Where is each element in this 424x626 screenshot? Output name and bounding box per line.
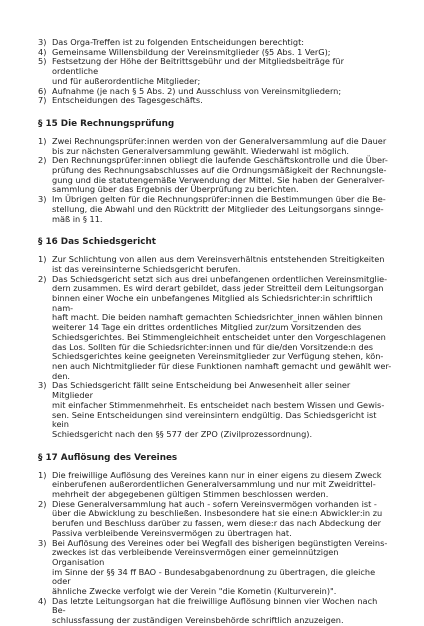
item-text: Im Übrigen gelten für die Rechnungsprüfer:innen die Bestimmungen über die Be- stellung, die Abwahl und den Rücktritt der Mitglieder des Leitungsorgans sinnge- mäß in § 11. <box>52 194 386 224</box>
item-text: Aufnahme (je nach § 5 Abs. 2) und Ausschluss von Vereinsmitgliedern; <box>52 85 342 96</box>
section-15-list <box>38 137 392 224</box>
item-number: 7) <box>38 95 47 106</box>
item-text: Das Orga-Treffen ist zu folgenden Entscheidungen berechtigt: <box>52 37 305 47</box>
list-item <box>38 137 392 156</box>
item-text: Diese Generalversammlung hat auch - sofern Vereinsvermögen vorhanden ist - über die Abwicklung zu beschließen. Insbesondere hat sie eine:n Abwickler:in zu berufen und Beschluss darüber zu fassen, wem diese:r das nach Abdeckung der Passiva verbleibende Vereinsvermögen zu übertragen hat. <box>52 498 383 538</box>
list-item <box>38 597 392 626</box>
item-text: Entscheidungen des Tagesgeschäfts. <box>52 95 203 106</box>
item-number: 3) <box>38 194 47 205</box>
item-text: Das letzte Leitungsorgan hat die freiwillige Auflösung binnen vier Wochen nach Be- schlussfassung der zuständigen Vereinsbehörde schriftlich anzuzeigen. <box>52 595 378 626</box>
item-number: 1) <box>38 254 47 265</box>
item-text: Zur Schlichtung von allen aus dem Vereinsverhältnis entstehenden Streitigkeiten ist das vereinsinterne Schiedsgericht berufen. <box>52 254 385 274</box>
list-item <box>38 381 392 439</box>
item-number: 3) <box>38 380 47 391</box>
item-text: Zwei Rechnungsprüfer:innen werden von der Generalversammlung auf die Dauer bis zur nächsten Generalversammlung gewählt. Wiederwahl ist möglich. <box>52 135 387 156</box>
item-number: 2) <box>38 155 47 166</box>
item-number: 1) <box>38 469 47 480</box>
list-item <box>38 156 392 195</box>
section-heading-schiedsgericht: § 16 Das Schiedsgericht <box>38 237 156 248</box>
intro-list <box>38 38 392 106</box>
item-number: 6) <box>38 85 47 96</box>
list-item <box>38 275 392 382</box>
section-heading-aufloesung: § 17 Auflösung des Vereines <box>38 452 178 463</box>
item-text: Das Schiedsgericht setzt sich aus drei unbefangenen ordentlichen Vereinsmitglie- dern zusammen. Es wird derart gebildet, dass jeder Streitteil dem Leitungsorgan binnen einer Woche ein unbefangenes Mitglied als Schiedsrichter:in schriftlich nam- haft macht. Die beiden namhaft gemachten Schiedsrichter_innen wählen binnen weiterer 14 Tage ein drittes ordentliches Mitglied zur/zum Vorsitzenden des Schiedsgerichtes. Bei Stimmengleichheit entscheidet unter den Vorgeschlagenen das Los. Sollten für die Schiedsrichter:innen und für die/den Vorsitzende:n des Schiedsgerichtes keine geeigneten Vereinsmitglieder zur Verfügung stehen, kön- nen auch Nichtmitglieder für diese Funktionen namhaft gemacht und gewählt wer- den. <box>52 273 392 381</box>
section-16-list <box>38 255 392 439</box>
item-text: Den Rechnungsprüfer:innen obliegt die laufende Geschäftskontrolle und die Über- prüfung des Rechnungsabschlusses auf die Ordnungsmäßigkeit der Rechnungsle- gung und die statutengemäße Verwendung der Mittel. Sie haben der Generalver- sammlung über das Ergebnis der Überprüfung zu berichten. <box>52 155 388 195</box>
list-item <box>38 195 392 224</box>
list-item <box>38 255 392 274</box>
list-item <box>38 539 392 597</box>
item-text: Gemeinsame Willensbildung der Vereinsmitglieder (§5 Abs. 1 VerG); <box>52 46 331 57</box>
item-number: 3) <box>38 537 47 548</box>
list-item <box>38 500 392 539</box>
item-number: 2) <box>38 273 47 284</box>
item-text: Bei Auflösung des Vereines oder bei Wegfall des bisherigen begünstigten Vereins- zweckes ist das verbleibende Vereinsvermögen einer gemeinnützigen Organisation im Sinne der §§ 34 ff BAO - Bundesabgabenordnung zu übertragen, die gleiche oder ähnliche Zwecke verfolgt wie der Verein "die Kometin (Kulturverein)". <box>52 537 388 597</box>
section-heading-rechnungspruefung: § 15 Die Rechnungsprüfung <box>38 118 175 129</box>
item-number: 3) <box>38 37 47 47</box>
item-number: 5) <box>38 56 47 67</box>
item-text: Die freiwillige Auflösung des Vereines kann nur in einer eigens zu diesem Zweck einberufenen außerordentlichen Generalversammlung und nur mit Zweidrittel- mehrheit der abgegebenen gültigen Stimmen beschlossen werden. <box>52 469 382 500</box>
list-item <box>38 471 392 500</box>
item-number: 4) <box>38 46 47 57</box>
item-number: 2) <box>38 498 47 509</box>
section-17-list <box>38 471 392 626</box>
item-text: Das Schiedsgericht fällt seine Entscheidung bei Anwesenheit aller seiner Mitglieder mit einfacher Stimmenmehrheit. Es entscheidet nach bestem Wissen und Gewis- sen. Seine Entscheidungen sind vereinsintern endgültig. Das Schiedsgericht ist kein Schiedsgericht nach den §§ 577 der ZPO (Zivilprozessordnung). <box>52 380 385 439</box>
list-item <box>38 57 392 86</box>
item-number: 1) <box>38 135 47 146</box>
list-item <box>38 96 392 106</box>
item-text: Festsetzung der Höhe der Beitrittsgebühr und der Mitgliedsbeiträge für ordentliche und für außerordentliche Mitglieder; <box>52 56 344 86</box>
item-number: 4) <box>38 595 47 606</box>
